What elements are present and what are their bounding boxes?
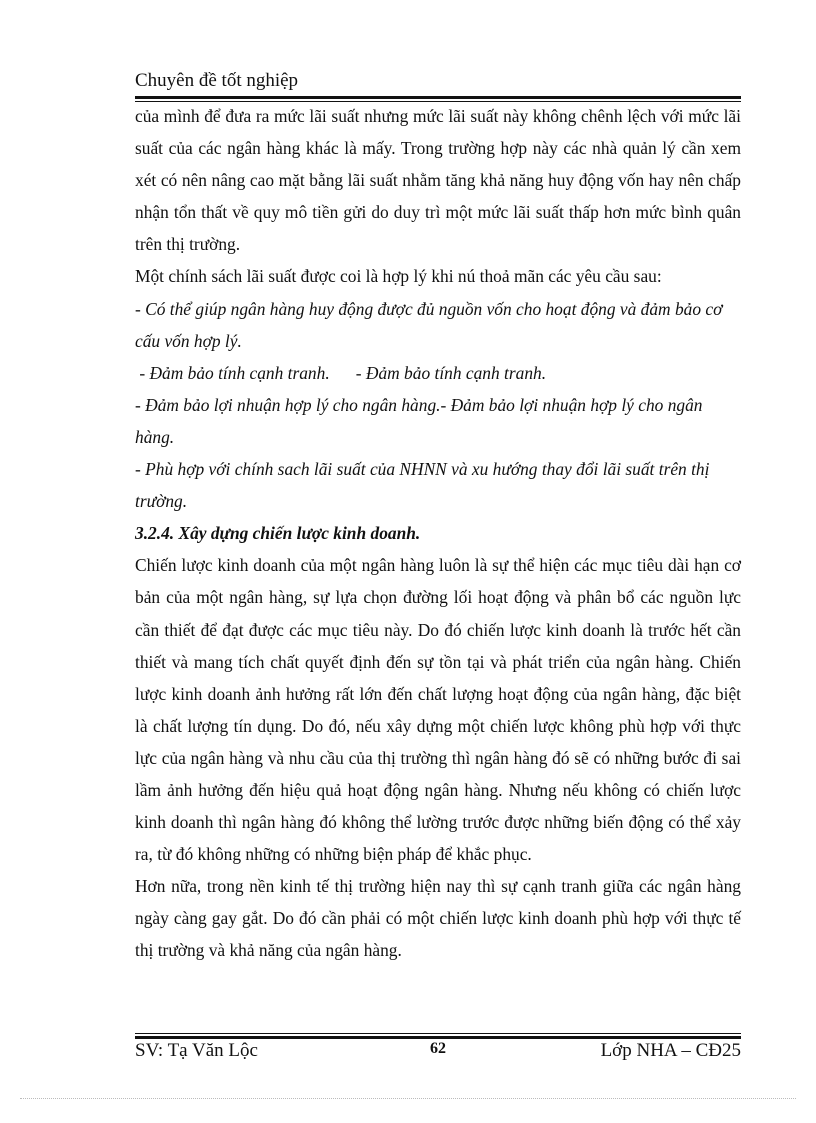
- footer-rule-thick: [135, 1036, 741, 1039]
- paragraph-2: Một chính sách lãi suất được coi là hợp lý khi nú thoả mãn các yêu cầu sau:: [135, 266, 662, 287]
- footer-rule-thin: [135, 1033, 741, 1034]
- bullet-2: - Đảm bảo tính cạnh tranh. - Đảm bảo tính cạnh tranh.: [135, 362, 547, 383]
- paragraph-1: của mình để đưa ra mức lãi suất nhưng mức lãi suất này không chênh lệch với mức lãi suất của các ngân hàng khác là mấy. Trong trường hợp này các nhà quản lý cần xem xét có nên nâng cao mặt bằng lãi suất nhằm tăng khả năng huy động vốn hay nên chấp nhận tổn thất về quy mô tiền gửi do duy trì một mức lãi suất thấp hơn mức bình quân trên thị trường.: [135, 106, 741, 255]
- page-number: 62: [430, 1040, 446, 1057]
- bullet-4: - Phù hợp với chính sach lãi suất của NHNN và xu hướng thay đổi lãi suất trên thị trường.: [135, 459, 710, 512]
- page-bottom-dotted-line: [20, 1098, 796, 1099]
- footer-class: Lớp NHA – CĐ25: [600, 1040, 741, 1061]
- footer-student: SV: Tạ Văn Lộc: [135, 1040, 258, 1061]
- footer-rule: [135, 1033, 741, 1039]
- paragraph-3: Chiến lược kinh doanh của một ngân hàng luôn là sự thể hiện các mục tiêu dài hạn cơ bản của một ngân hàng, sự lựa chọn đường lối hoạt động và phân bổ các nguồn lực cần thiết để đạt được các mục tiêu này. Do đó chiến lược kinh doanh là trước hết cần thiết và mang tích chất quyết định đến sự tồn tại và phát triển của ngân hàng. Chiến lược kinh doanh ảnh hưởng rất lớn đến chất lượng hoạt động của ngân hàng, đặc biệt là chất lượng tín dụng. Do đó, nếu xây dựng một chiến lược không phù hợp với thực lực của ngân hàng và nhu cầu của thị trường thì ngân hàng đó sẽ có những bước đi sai lầm ảnh hưởng đến hiệu quả hoạt động ngân hàng. Nhưng nếu không có chiến lược kinh doanh thì ngân hàng đó không thể lường trước được những biến động có thể xảy ra, từ đó không những có những biện pháp để khắc phục.: [135, 555, 741, 865]
- header-title: Chuyên đề tốt nghiệp: [135, 70, 299, 91]
- section-heading: 3.2.4. Xây dựng chiến lược kinh doanh.: [135, 523, 421, 544]
- bullet-1: - Có thể giúp ngân hàng huy động được đủ nguồn vốn cho hoạt động và đảm bảo cơ cấu vốn hợp lý.: [135, 298, 723, 351]
- header-rule-thick: [135, 96, 741, 99]
- bullet-3: - Đảm bảo lợi nhuận hợp lý cho ngân hàng.- Đảm bảo lợi nhuận hợp lý cho ngân hàng.: [135, 394, 703, 447]
- paragraph-4: Hơn nữa, trong nền kinh tế thị trường hiện nay thì sự cạnh tranh giữa các ngân hàng ngày càng gay gắt. Do đó cần phải có một chiến lược kinh doanh phù hợp với thực tế thị trường và khả năng của ngân hàng.: [135, 876, 741, 961]
- document-body: [135, 100, 741, 967]
